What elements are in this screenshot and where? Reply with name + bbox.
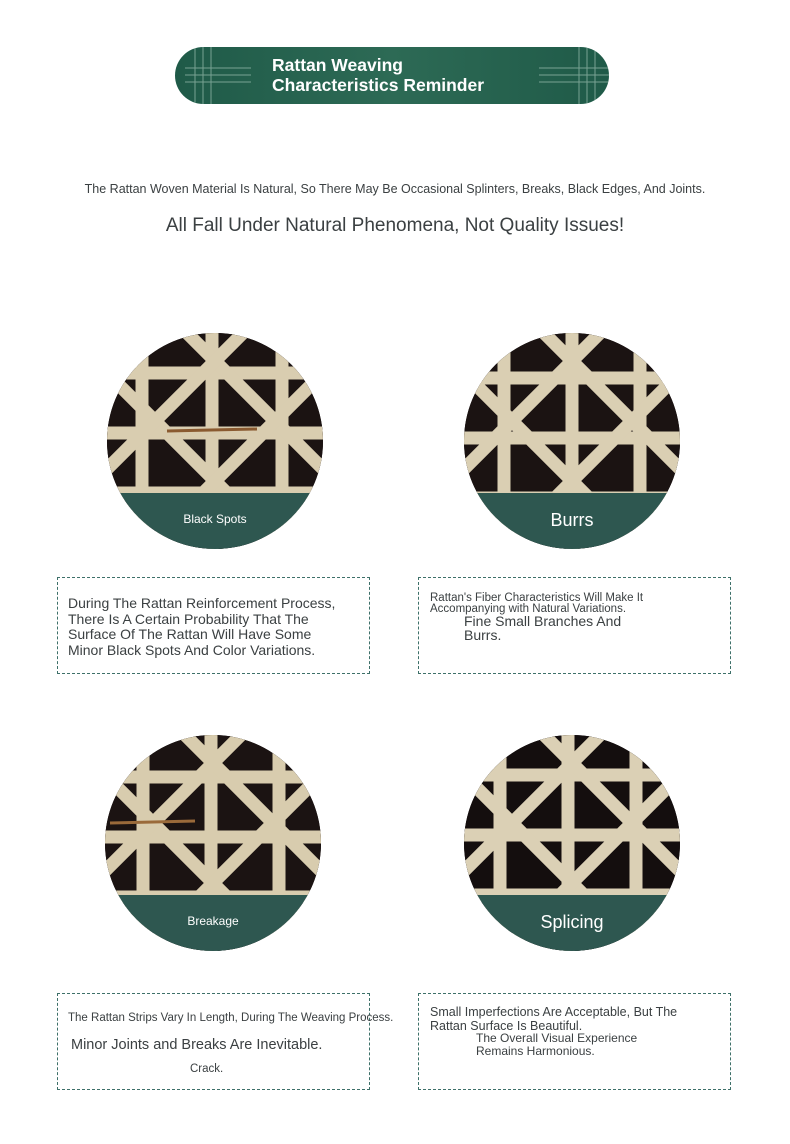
description-box-burrs — [418, 577, 731, 674]
caption-label: Breakage — [187, 914, 239, 928]
caption-label: Black Spots — [183, 512, 247, 526]
description-line: There Is A Certain Probability That The — [68, 610, 309, 627]
grid-decoration-icon — [185, 47, 265, 104]
rattan-photo-breakage — [105, 735, 321, 951]
description-text — [68, 596, 335, 658]
rattan-photo-black-spots — [107, 333, 323, 549]
caption-band — [107, 493, 323, 549]
description-line: Rattan's Fiber Characteristics Will Make It — [430, 592, 644, 604]
description-line: Small Imperfections Are Acceptable, But The — [430, 1005, 678, 1019]
description-line: The Overall Visual Experience — [476, 1031, 638, 1045]
caption-band — [105, 895, 321, 951]
description-small-text — [430, 593, 643, 615]
description-line: Rattan Surface Is Beautiful. — [430, 1019, 583, 1033]
description-text — [476, 1032, 637, 1058]
caption-band — [464, 895, 680, 951]
description-line: Remains Harmonious. — [476, 1044, 595, 1058]
caption-label: Burrs — [550, 510, 594, 530]
rattan-photo-splicing — [464, 735, 680, 951]
description-line: Crack. — [190, 1063, 224, 1075]
description-large-text — [464, 614, 621, 642]
title-line-1: Rattan Weaving — [272, 55, 403, 75]
rattan-photo-burrs — [464, 333, 680, 549]
headline: All Fall Under Natural Phenomena, Not Quality Issues! — [165, 215, 625, 236]
title-banner — [175, 47, 609, 104]
description-line: Surface Of The Rattan Will Have Some — [68, 626, 312, 642]
caption-band — [464, 493, 680, 549]
description-line: Fine Small Branches And — [464, 613, 622, 629]
title-line-2: Characteristics Reminder — [272, 75, 485, 95]
intro-text: The Rattan Woven Material Is Natural, So There May Be Occasional Splinters, Breaks, Black Edges, And Joints. — [84, 182, 706, 196]
description-box-breakage — [57, 993, 394, 1090]
grid-decoration-icon — [539, 47, 609, 104]
description-box-black-spots — [57, 577, 370, 674]
description-text — [430, 1005, 677, 1033]
caption-label: Splicing — [540, 912, 604, 932]
page-title — [272, 55, 532, 95]
description-box-splicing — [418, 993, 731, 1090]
description-line: The Rattan Strips Vary In Length, During The Weaving Process. — [68, 1012, 394, 1024]
description-line: Minor Black Spots And Color Variations. — [68, 641, 316, 658]
description-line: Accompanying with Natural Variations. — [430, 603, 627, 615]
description-line: Burrs. — [464, 627, 502, 643]
description-line: During The Rattan Reinforcement Process, — [68, 595, 336, 611]
description-line: Minor Joints and Breaks Are Inevitable. — [71, 1037, 323, 1053]
